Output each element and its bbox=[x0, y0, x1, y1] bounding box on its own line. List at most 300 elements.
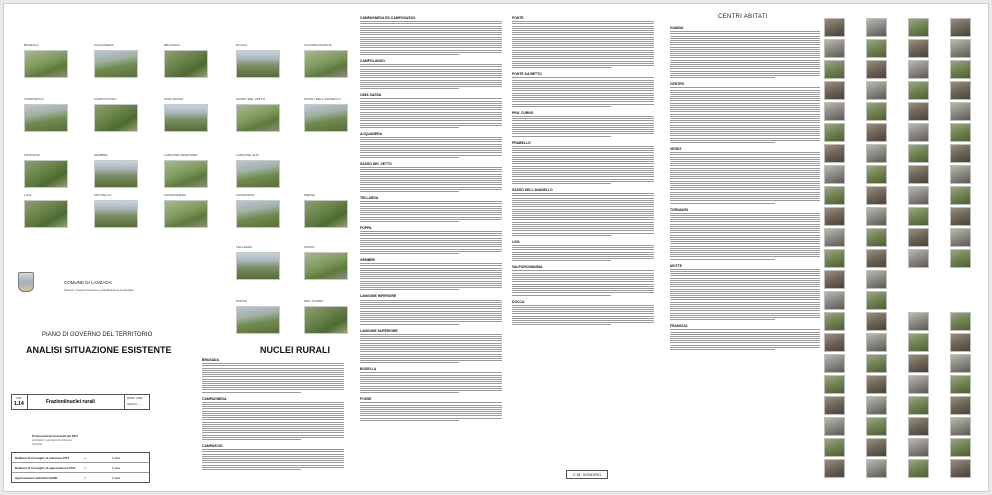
text-line bbox=[360, 217, 502, 218]
text-line bbox=[512, 213, 654, 214]
text-line bbox=[512, 65, 654, 66]
text-line bbox=[360, 123, 502, 124]
text-line bbox=[360, 418, 502, 419]
text-line bbox=[360, 354, 502, 355]
text-line bbox=[360, 383, 502, 384]
text-line bbox=[512, 275, 654, 276]
text-line bbox=[202, 467, 344, 468]
section-heading: FOPPA bbox=[360, 225, 372, 230]
text-line bbox=[202, 460, 344, 461]
thumbnail-caption: DOCCA bbox=[236, 43, 248, 47]
text-line bbox=[670, 131, 820, 132]
text-line bbox=[670, 161, 820, 162]
text-line bbox=[512, 37, 654, 38]
text-line bbox=[512, 260, 611, 261]
text-line bbox=[360, 381, 502, 382]
text-line bbox=[512, 47, 654, 48]
scale-label: SCALA: -- bbox=[127, 402, 141, 406]
thumbnail-photo bbox=[304, 200, 348, 228]
text-line bbox=[512, 97, 654, 98]
text-line bbox=[670, 96, 820, 97]
text-line bbox=[202, 404, 344, 405]
text-line bbox=[670, 252, 820, 253]
text-line bbox=[360, 379, 502, 380]
text-line bbox=[360, 64, 502, 65]
text-line bbox=[670, 51, 820, 52]
centro-photo bbox=[950, 60, 971, 79]
text-line bbox=[670, 105, 820, 106]
text-line bbox=[512, 198, 654, 199]
text-line bbox=[670, 310, 820, 311]
text-line bbox=[670, 75, 820, 76]
text-line bbox=[670, 53, 820, 54]
text-line bbox=[512, 67, 611, 68]
section-heading: SASSO DELL'AVANELLO bbox=[512, 188, 553, 192]
text-line bbox=[512, 183, 611, 184]
centro-photo bbox=[950, 165, 971, 184]
text-line bbox=[512, 258, 654, 259]
text-line bbox=[360, 155, 502, 156]
text-line bbox=[670, 340, 820, 341]
centro-photo bbox=[824, 207, 845, 226]
text-line bbox=[512, 152, 654, 153]
text-line bbox=[360, 336, 502, 337]
text-line bbox=[670, 342, 820, 343]
text-line bbox=[670, 302, 820, 303]
text-line bbox=[670, 215, 820, 216]
text-line bbox=[512, 233, 654, 234]
approval-number: n. bbox=[84, 456, 87, 460]
text-line bbox=[360, 169, 502, 170]
text-line bbox=[512, 179, 654, 180]
text-line bbox=[512, 217, 654, 218]
text-line bbox=[360, 338, 502, 339]
text-line bbox=[670, 120, 820, 121]
text-line bbox=[670, 140, 820, 141]
text-line bbox=[360, 208, 502, 209]
text-line bbox=[512, 52, 654, 53]
text-line bbox=[512, 50, 654, 51]
centro-photo bbox=[908, 144, 929, 163]
text-line bbox=[360, 174, 502, 175]
section-heading: FOSSE bbox=[360, 397, 372, 402]
thumbnail-photo bbox=[94, 200, 138, 228]
text-line bbox=[202, 370, 344, 371]
text-line bbox=[360, 184, 502, 185]
text-line bbox=[512, 163, 654, 164]
text-column-1 bbox=[202, 354, 344, 486]
text-line bbox=[360, 28, 502, 29]
text-line bbox=[670, 250, 820, 251]
centro-photo bbox=[950, 249, 971, 268]
section-heading: VALPORCHIANINA bbox=[512, 265, 543, 270]
text-column-3 bbox=[512, 12, 654, 404]
centro-photo bbox=[950, 18, 971, 37]
text-line bbox=[670, 138, 820, 139]
thumbnail-photo bbox=[304, 306, 348, 334]
text-line bbox=[202, 385, 344, 386]
text-line bbox=[512, 311, 654, 312]
text-line bbox=[202, 368, 344, 369]
centro-photo bbox=[950, 207, 971, 226]
text-line bbox=[512, 77, 654, 78]
text-line bbox=[512, 204, 654, 205]
thumbnail-photo bbox=[94, 160, 138, 188]
text-line bbox=[670, 36, 820, 37]
thumbnail-caption: PRA' CURNO bbox=[304, 299, 324, 303]
approval-date: il data bbox=[112, 476, 121, 480]
text-line bbox=[360, 233, 502, 234]
text-line bbox=[360, 415, 502, 416]
section-heading: LANGUNE INFERIORE bbox=[360, 294, 397, 299]
approval-date: il data bbox=[112, 456, 121, 460]
centro-photo bbox=[866, 270, 887, 289]
text-line bbox=[670, 338, 820, 339]
text-line bbox=[512, 118, 654, 119]
centro-photo bbox=[908, 333, 929, 352]
centro-photo bbox=[866, 207, 887, 226]
text-line bbox=[360, 375, 502, 376]
text-line bbox=[670, 176, 820, 177]
centro-photo bbox=[866, 123, 887, 142]
text-line bbox=[512, 324, 611, 325]
text-line bbox=[670, 92, 820, 93]
approval-label: Approvazione definitiva BURL bbox=[15, 476, 59, 480]
text-line bbox=[512, 320, 654, 321]
approval-label: Delibera di Consiglio di adozione PGT bbox=[15, 456, 70, 460]
thumbnail-photo bbox=[164, 200, 208, 228]
text-line bbox=[512, 157, 654, 158]
text-line bbox=[512, 161, 654, 162]
centro-photo bbox=[950, 144, 971, 163]
text-line bbox=[360, 71, 502, 72]
thumbnail-photo bbox=[24, 104, 68, 132]
text-line bbox=[670, 116, 820, 117]
text-line bbox=[202, 379, 344, 380]
text-line bbox=[512, 86, 654, 87]
text-line bbox=[202, 383, 344, 384]
thumbnail-caption: CAMPAROLO bbox=[24, 97, 44, 101]
text-line bbox=[512, 193, 654, 194]
text-line bbox=[512, 270, 654, 271]
centro-photo bbox=[908, 18, 929, 37]
text-line bbox=[670, 87, 820, 88]
text-line bbox=[670, 47, 820, 48]
text-line bbox=[670, 40, 820, 41]
thumbnail-photo bbox=[94, 50, 138, 78]
text-line bbox=[360, 356, 502, 357]
text-line bbox=[360, 413, 502, 414]
text-line bbox=[360, 390, 502, 391]
text-line bbox=[670, 248, 820, 249]
section-heading: BRUSADA bbox=[202, 358, 219, 362]
text-line bbox=[360, 41, 502, 42]
text-line bbox=[360, 362, 459, 363]
text-line bbox=[202, 428, 344, 429]
text-line bbox=[512, 202, 654, 203]
text-line bbox=[360, 308, 502, 309]
text-line bbox=[360, 311, 502, 312]
text-line bbox=[360, 343, 502, 344]
text-line bbox=[360, 219, 502, 220]
thumbnail-photo bbox=[236, 200, 280, 228]
text-line bbox=[512, 313, 654, 314]
text-line bbox=[512, 281, 654, 282]
text-line bbox=[512, 127, 654, 128]
thumbnail-photo bbox=[304, 104, 348, 132]
text-line bbox=[512, 136, 611, 137]
text-line bbox=[512, 95, 654, 96]
text-line bbox=[360, 30, 502, 31]
title-block bbox=[11, 394, 150, 410]
text-line bbox=[360, 420, 459, 421]
text-line bbox=[202, 435, 344, 436]
text-line bbox=[512, 176, 654, 177]
text-line bbox=[670, 280, 820, 281]
text-line bbox=[360, 238, 502, 239]
centro-photo bbox=[866, 459, 887, 478]
centro-photo bbox=[908, 165, 929, 184]
centro-photo bbox=[950, 438, 971, 457]
text-line bbox=[512, 30, 654, 31]
text-line bbox=[670, 226, 820, 227]
text-line bbox=[202, 469, 301, 470]
centro-photo bbox=[824, 165, 845, 184]
text-line bbox=[670, 133, 820, 134]
thumbnail-photo bbox=[164, 50, 208, 78]
text-line bbox=[670, 170, 820, 171]
text-line bbox=[670, 154, 820, 155]
thumbnail-photo bbox=[236, 252, 280, 280]
text-line bbox=[202, 465, 344, 466]
centro-photo bbox=[824, 459, 845, 478]
text-line bbox=[512, 150, 654, 151]
text-line bbox=[360, 127, 459, 128]
text-line bbox=[512, 28, 654, 29]
text-line bbox=[512, 32, 654, 33]
section-heading: VEGEZ bbox=[670, 147, 682, 151]
text-line bbox=[360, 276, 502, 277]
text-line bbox=[360, 109, 502, 110]
centro-photo bbox=[950, 186, 971, 205]
centro-photo bbox=[866, 249, 887, 268]
text-line bbox=[670, 111, 820, 112]
text-line bbox=[512, 123, 654, 124]
text-line bbox=[670, 129, 820, 130]
text-line bbox=[512, 256, 654, 257]
text-line bbox=[670, 181, 820, 182]
text-line bbox=[360, 409, 502, 410]
text-line bbox=[360, 88, 459, 89]
text-line bbox=[670, 64, 820, 65]
text-line bbox=[360, 75, 502, 76]
stamp-box: C.M. SONDRIO bbox=[566, 470, 608, 479]
text-line bbox=[670, 44, 820, 45]
centro-photo bbox=[908, 249, 929, 268]
text-line bbox=[670, 159, 820, 160]
text-line bbox=[360, 43, 502, 44]
text-line bbox=[670, 284, 820, 285]
thumbnail-caption: PRA BELLO bbox=[94, 193, 112, 197]
section-heading: CAMPAGNEDA bbox=[202, 396, 227, 401]
text-line bbox=[360, 112, 502, 113]
centro-photo bbox=[824, 312, 845, 331]
comune-name: COMUNE DI LANZADA bbox=[64, 280, 112, 285]
text-line bbox=[512, 104, 654, 105]
sheet-title: Frazioni/nuclei rurali bbox=[46, 399, 95, 405]
text-line bbox=[202, 458, 344, 459]
approval-row bbox=[12, 473, 149, 483]
text-line bbox=[202, 417, 344, 418]
text-line bbox=[202, 424, 344, 425]
centro-photo bbox=[824, 438, 845, 457]
text-line bbox=[360, 334, 502, 335]
thumbnail-photo bbox=[304, 252, 348, 280]
text-line bbox=[670, 275, 820, 276]
text-line bbox=[670, 66, 820, 67]
text-line bbox=[670, 68, 820, 69]
text-line bbox=[512, 84, 654, 85]
centro-photo bbox=[866, 144, 887, 163]
text-line bbox=[512, 45, 654, 46]
text-line bbox=[360, 272, 502, 273]
text-line bbox=[670, 304, 820, 305]
centro-photo bbox=[866, 438, 887, 457]
text-column-centri bbox=[670, 22, 820, 488]
text-line bbox=[670, 224, 820, 225]
centro-photo bbox=[866, 291, 887, 310]
text-line bbox=[670, 135, 820, 136]
text-line bbox=[360, 176, 502, 177]
thumbnail-caption: LANGUNE SUP. bbox=[236, 153, 260, 157]
text-line bbox=[670, 269, 820, 270]
text-line bbox=[202, 387, 344, 388]
thumbnail-caption: CAMPAGNEDA bbox=[164, 193, 187, 197]
text-line bbox=[670, 192, 820, 193]
text-line bbox=[512, 39, 654, 40]
text-line bbox=[670, 62, 820, 63]
text-line bbox=[202, 426, 344, 427]
text-line bbox=[670, 122, 820, 123]
thumbnail-photo bbox=[24, 200, 68, 228]
thumbnail-caption: VALPORCHIANINA bbox=[304, 43, 332, 47]
centro-photo bbox=[824, 81, 845, 100]
centro-photo bbox=[824, 102, 845, 121]
text-line bbox=[202, 365, 344, 366]
text-line bbox=[360, 26, 502, 27]
centro-photo bbox=[824, 354, 845, 373]
text-line bbox=[360, 270, 502, 271]
centro-photo bbox=[866, 60, 887, 79]
text-line bbox=[670, 109, 820, 110]
text-line bbox=[360, 281, 502, 282]
text-line bbox=[360, 167, 502, 168]
centro-photo bbox=[824, 228, 845, 247]
approval-row bbox=[12, 463, 149, 473]
text-line bbox=[202, 449, 344, 450]
section-heading: CAMPASCIO bbox=[202, 444, 223, 448]
thumbnail-caption: TELLARDA bbox=[236, 245, 253, 249]
text-line bbox=[360, 302, 502, 303]
centro-photo bbox=[950, 123, 971, 142]
section-heading: CAMPOLUNGO bbox=[360, 59, 385, 63]
plan-title: PIANO DI GOVERNO DEL TERRITORIO bbox=[42, 332, 153, 338]
text-line bbox=[670, 319, 775, 320]
thumbnail-caption: CAMPOLUNGO bbox=[94, 97, 117, 101]
text-line bbox=[670, 235, 820, 236]
text-line bbox=[670, 273, 820, 274]
thumbnail-photo bbox=[24, 50, 68, 78]
text-line bbox=[360, 101, 502, 102]
text-line bbox=[512, 63, 654, 64]
text-line bbox=[360, 289, 459, 290]
text-line bbox=[360, 235, 502, 236]
text-line bbox=[360, 214, 502, 215]
centro-photo bbox=[908, 354, 929, 373]
text-line bbox=[202, 430, 344, 431]
text-line bbox=[512, 131, 654, 132]
text-line bbox=[360, 45, 502, 46]
text-line bbox=[670, 308, 820, 309]
text-line bbox=[360, 69, 502, 70]
text-line bbox=[670, 230, 820, 231]
text-line bbox=[512, 200, 654, 201]
text-line bbox=[360, 187, 502, 188]
text-line bbox=[202, 454, 344, 455]
thumbnail-caption: SASSO DEL VETTO bbox=[236, 97, 266, 101]
analysis-title: ANALISI SITUAZIONE ESISTENTE bbox=[26, 345, 172, 355]
text-line bbox=[670, 187, 820, 188]
text-line bbox=[670, 246, 820, 247]
text-line bbox=[360, 265, 502, 266]
centro-photo bbox=[950, 81, 971, 100]
approval-number: n. bbox=[84, 466, 87, 470]
text-line bbox=[360, 66, 502, 67]
text-line bbox=[360, 358, 502, 359]
plan-sheet bbox=[3, 3, 989, 492]
centro-photo bbox=[824, 144, 845, 163]
centro-photo bbox=[866, 417, 887, 436]
text-line bbox=[360, 263, 502, 264]
text-line bbox=[360, 251, 502, 252]
text-line bbox=[670, 243, 820, 244]
text-line bbox=[512, 230, 654, 231]
centro-photo bbox=[908, 312, 929, 331]
text-line bbox=[360, 120, 502, 121]
text-line bbox=[202, 419, 344, 420]
text-line bbox=[360, 206, 502, 207]
text-line bbox=[512, 129, 654, 130]
text-line bbox=[512, 224, 654, 225]
text-line bbox=[360, 246, 502, 247]
text-line bbox=[670, 259, 775, 260]
section-heading: TORNADRI bbox=[670, 207, 688, 212]
text-line bbox=[360, 351, 502, 352]
text-line bbox=[670, 163, 820, 164]
text-line bbox=[360, 345, 502, 346]
text-line bbox=[202, 374, 344, 375]
text-line bbox=[670, 94, 820, 95]
text-line bbox=[202, 372, 344, 373]
thumbnail-photo bbox=[236, 306, 280, 334]
text-line bbox=[512, 170, 654, 171]
text-line bbox=[360, 210, 502, 211]
centro-photo bbox=[908, 375, 929, 394]
text-line bbox=[360, 304, 502, 305]
text-line bbox=[360, 152, 502, 153]
text-line bbox=[512, 254, 654, 255]
centro-photo bbox=[824, 375, 845, 394]
